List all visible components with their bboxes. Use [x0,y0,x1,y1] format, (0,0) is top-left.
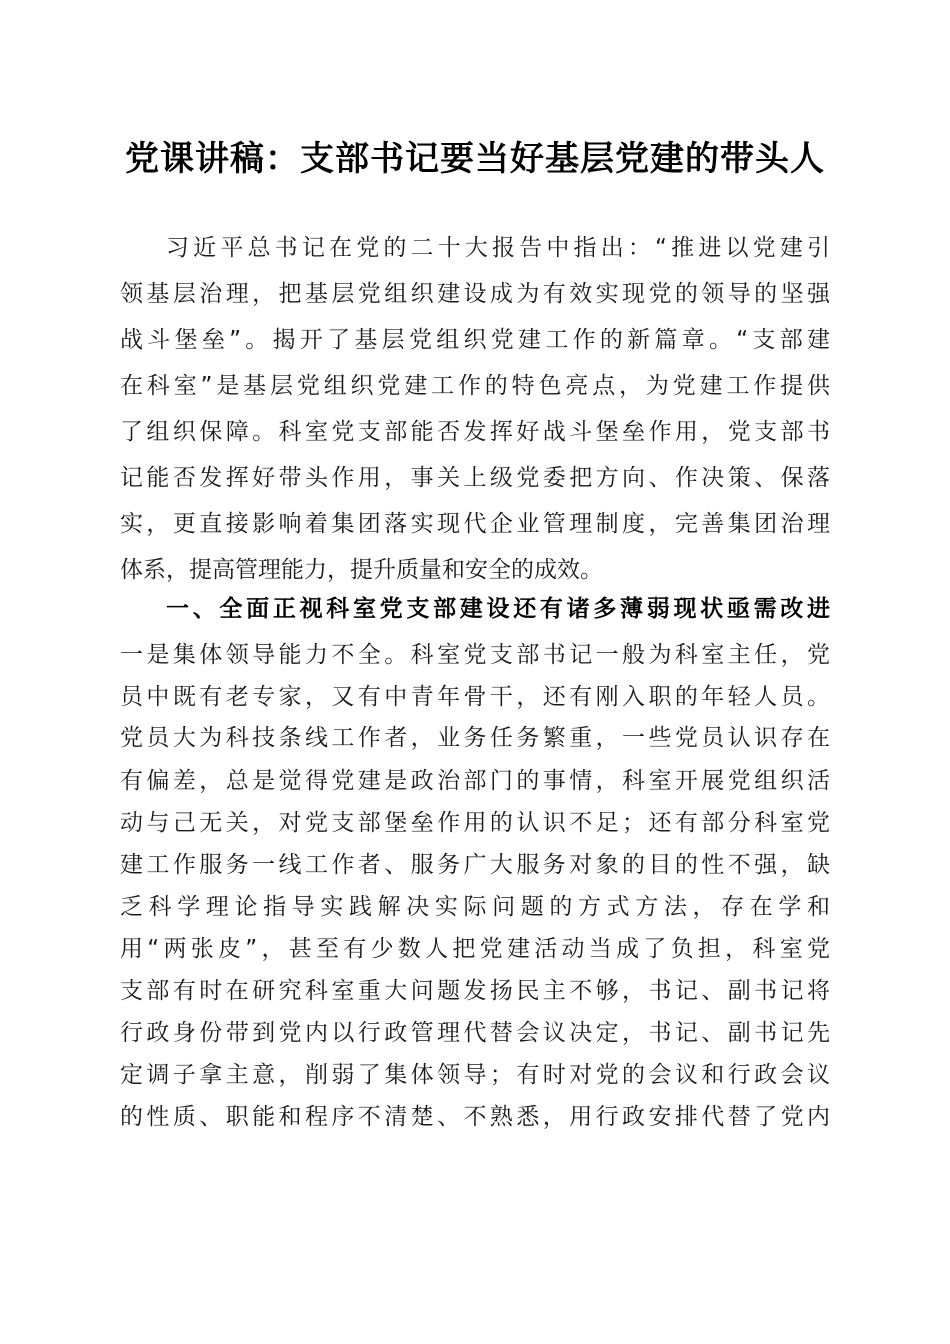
paragraph-line: 员中既有老专家，又有中青年骨干，还有刚入职的年轻人员。 [120,684,830,710]
paragraph-line: 了组织保障。科室党支部能否发挥好战斗堡垒作用，党支部书 [120,419,830,445]
paragraph-line: 动与己无关，对党支部堡垒作用的认识不足；还有部分科室党 [120,810,830,836]
paragraph-line: 战斗堡垒”。揭开了基层党组织党建工作的新篇章。“支部建 [120,327,830,353]
paragraph-line: 定调子拿主意，削弱了集体领导；有时对党的会议和行政会议 [120,1062,830,1088]
paragraph-line: 行政身份带到党内以行政管理代替会议决定，书记、副书记先 [120,1020,830,1046]
paragraph-line: 支部有时在研究科室重大问题发扬民主不够，书记、副书记将 [120,978,830,1004]
paragraph-line: 党员大为科技条线工作者，业务任务繁重，一些党员认识存在 [120,725,830,751]
paragraph-line: 领基层治理，把基层党组织建设成为有效实现党的领导的坚强 [120,281,830,307]
paragraph-line: 用“两张皮”，甚至有少数人把党建活动当成了负担，科室党 [120,936,830,962]
paragraph-line: 有偏差，总是觉得党建是政治部门的事情，科室开展党组织活 [120,768,830,794]
paragraph-line: 乏科学理论指导实践解决实际问题的方式方法，存在学和 [120,894,830,920]
paragraph-line: 习近平总书记在党的二十大报告中指出：“推进以党建引 [166,235,830,261]
paragraph-line: 记能否发挥好带头作用，事关上级党委把方向、作决策、保落 [120,465,830,491]
paragraph-line: 在科室”是基层党组织党建工作的特色亮点，为党建工作提供 [120,373,830,399]
paragraph-line: 实，更直接影响着集团落实现代企业管理制度，完善集团治理 [120,511,830,537]
paragraph-line: 体系，提高管理能力，提升质量和安全的成效。 [120,557,603,583]
paragraph-line: 一是集体领导能力不全。科室党支部书记一般为科室主任，党 [120,642,830,668]
section-heading: 一、全面正视科室党支部建设还有诸多薄弱现状亟需改进 [166,596,830,622]
document-title: 党课讲稿：支部书记要当好基层党建的带头人 [125,139,825,179]
paragraph-line: 的性质、职能和程序不清楚、不熟悉，用行政安排代替了党内 [120,1104,830,1130]
paragraph-line: 建工作服务一线工作者、服务广大服务对象的目的性不强，缺 [120,852,830,878]
